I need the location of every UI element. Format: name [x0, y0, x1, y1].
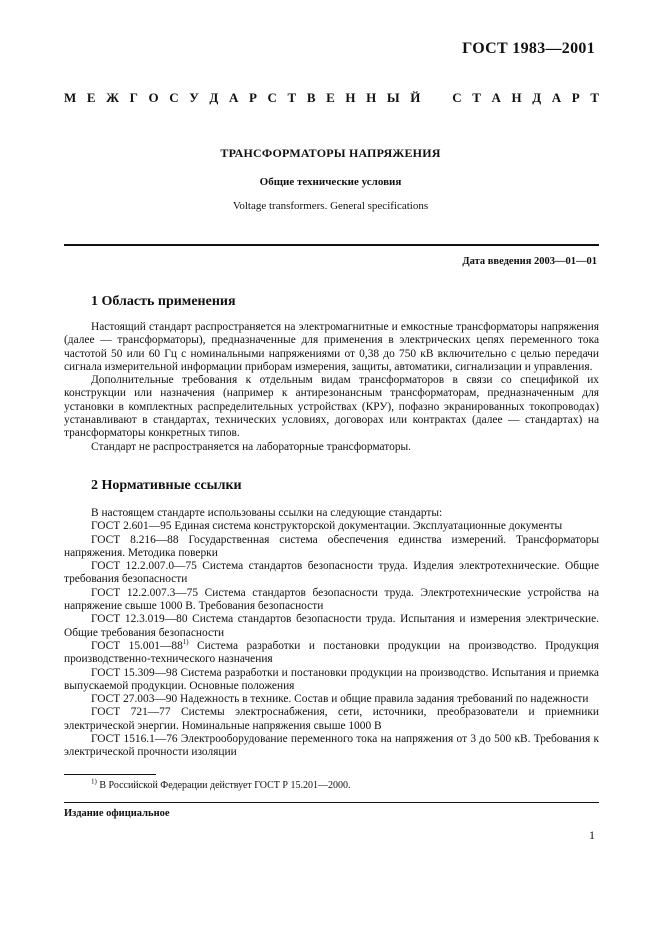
- banner-letter: Т: [590, 90, 599, 105]
- banner-letter: Н: [345, 90, 356, 105]
- banner-letter: Е: [86, 90, 96, 105]
- reference-title: Надежность в технике. Состав и общие правила задания требований по надежности: [177, 693, 589, 706]
- banner-letter: А: [228, 90, 239, 105]
- section-1-paragraph: Настоящий стандарт распространяется на электромагнитные и емкостные трансформаторы напряжения (далее — трансформаторы), предназначенные для применения в электрических цепях переменного тока частотой 50 или 60 Гц с номинальными напряжениями от 0,38 до 750 кВ включительно с целью передачи сигнала измерительной информации приборам измерения, защиты, автоматики, сигнализации и управления.: [64, 321, 599, 373]
- section-1-heading: 1 Область применения: [91, 294, 236, 309]
- reference-item: [64, 693, 599, 706]
- section-2-body: [64, 507, 599, 760]
- banner-letter: С: [267, 90, 277, 105]
- section-1-paragraph: Дополнительные требования к отдельным видам трансформаторов в связи со спецификой их конструкции или назначения (например к антирезонансным трансформаторам, предназначенным для установки в комплектных распределительных устройствах (КРУ), пофазно экранированных токопроводах) устанавливают в стандартах, технических условиях, договорах или контрактах (далее — стандартах) на трансформаторы конкретных типов.: [64, 374, 599, 440]
- banner-letter: В: [306, 90, 316, 105]
- reference-item: [64, 667, 599, 694]
- reference-item: [64, 520, 599, 533]
- title-divider: [64, 244, 599, 246]
- reference-item: [64, 560, 599, 587]
- reference-code: ГОСТ 1516.1—76: [91, 733, 178, 746]
- reference-code: ГОСТ 2.601—95: [91, 520, 172, 533]
- reference-title: Система стандартов безопасности труда. Электротехнические устройства на напряжение свыше 1000 В. Требования безопасности: [64, 586, 599, 613]
- banner-letter: Д: [209, 90, 219, 105]
- footnote-reference: 1): [182, 638, 189, 647]
- banner-letter: А: [491, 90, 501, 105]
- banner-letter: Р: [571, 90, 580, 105]
- footnote-text: В Российской Федерации действует ГОСТ Р 15.201—2000.: [96, 780, 351, 791]
- banner-letter: Й: [410, 90, 421, 105]
- reference-item: [64, 640, 599, 667]
- banner-letter: С: [452, 90, 462, 105]
- reference-title: Системы электроснабжения, сети, источники, преобразователи и приемники электрической энергии. Номинальные напряжения свыше 1000 В: [64, 706, 600, 732]
- section-1-body: [64, 321, 599, 454]
- banner-letter: Н: [511, 90, 522, 105]
- footer-divider: [64, 802, 599, 803]
- reference-item: [64, 587, 599, 614]
- reference-title: Электрооборудование переменного тока на напряжения от 3 до 500 кВ. Требования к электрической прочности изоляции: [64, 733, 600, 759]
- banner-letter: Р: [248, 90, 257, 105]
- banner-letter: Ж: [106, 90, 120, 105]
- banner-letter: Т: [472, 90, 481, 105]
- reference-code: ГОСТ 12.2.007.3—75: [91, 586, 199, 599]
- reference-code: ГОСТ 721—77: [91, 706, 171, 719]
- document-title: ТРАНСФОРМАТОРЫ НАПРЯЖЕНИЯ: [220, 146, 441, 160]
- banner-letter: М: [64, 90, 77, 105]
- reference-item: [64, 534, 599, 561]
- banner-letter: А: [551, 90, 562, 105]
- reference-item: [64, 613, 599, 640]
- banner-letter: Ы: [386, 90, 400, 105]
- section-2-intro: В настоящем стандарте использованы ссылки на следующие стандарты:: [91, 507, 443, 519]
- official-edition-label: Издание официальное: [64, 808, 170, 819]
- banner-letter: Е: [326, 90, 335, 105]
- reference-title: Система разработки и постановки продукции на производство. Продукция производственно-технического назначения: [64, 639, 599, 666]
- footnote: [91, 777, 351, 791]
- interstate-standard-banner: [64, 90, 599, 106]
- banner-letter: Г: [129, 90, 138, 105]
- reference-code: ГОСТ 8.216—88: [91, 533, 179, 546]
- footnote-mark: 1): [91, 777, 97, 786]
- section-2-heading: 2 Нормативные ссылки: [91, 478, 242, 493]
- reference-title: Государственная система обеспечения единства измерений. Трансформаторы напряжения. Методика поверки: [64, 533, 599, 559]
- reference-title: Единая система конструкторской документации. Эксплуатационные документы: [171, 520, 563, 533]
- banner-letter: О: [148, 90, 159, 105]
- banner-letter: У: [189, 90, 199, 105]
- page-number: 1: [589, 828, 595, 842]
- reference-code: ГОСТ 15.001—88: [91, 639, 183, 652]
- banner-letter: С: [169, 90, 179, 105]
- banner-letter: Т: [287, 90, 297, 105]
- document-code: ГОСТ 1983—2001: [462, 40, 595, 57]
- reference-item: [64, 706, 599, 733]
- reference-code: ГОСТ 12.2.007.0—75: [91, 560, 197, 573]
- banner-letter: Н: [366, 90, 377, 105]
- section-1-paragraph: Стандарт не распространяется на лабораторные трансформаторы.: [91, 440, 412, 453]
- reference-code: ГОСТ 27.003—90: [91, 693, 178, 706]
- banner-letter: Д: [532, 90, 542, 105]
- reference-code: ГОСТ 15.309—98: [91, 666, 178, 679]
- document-subtitle: Общие технические условия: [259, 176, 402, 188]
- reference-title: Система стандартов безопасности труда. Изделия электротехнические. Общие требования безопасности: [64, 560, 600, 586]
- reference-item: [64, 733, 599, 760]
- reference-code: ГОСТ 12.3.019—80: [91, 613, 188, 626]
- reference-title: Система стандартов безопасности труда. Испытания и измерения электрические. Общие требования безопасности: [64, 613, 600, 639]
- footnote-divider: [64, 774, 156, 775]
- reference-title: Система разработки и постановки продукции на производство. Испытания и приемка выпускаемой продукции. Основные положения: [64, 666, 599, 692]
- english-title: Voltage transformers. General specifications: [232, 200, 429, 212]
- introduction-date: Дата введения 2003—01—01: [462, 256, 597, 267]
